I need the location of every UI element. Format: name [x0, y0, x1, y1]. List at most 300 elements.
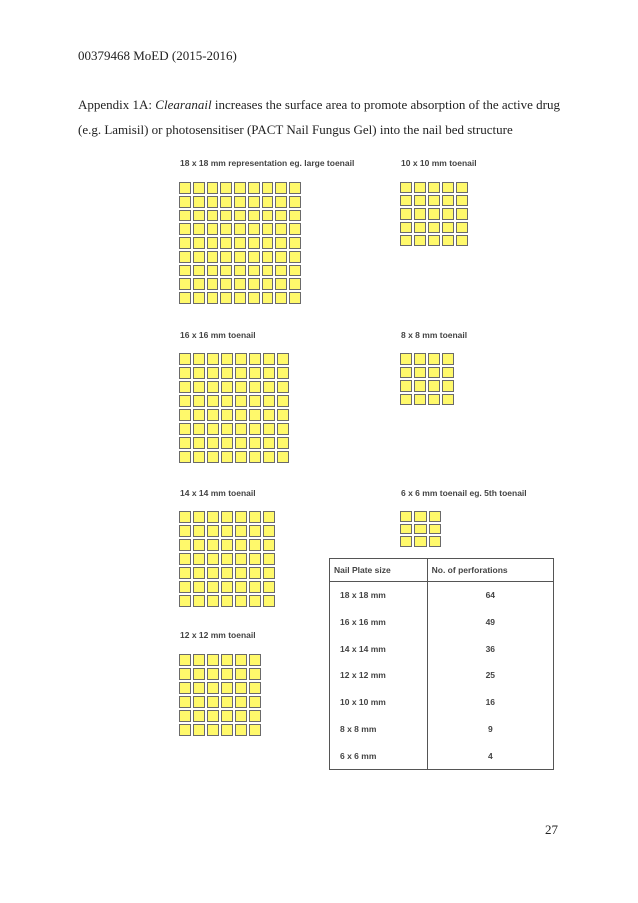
- grid-cell: [207, 381, 219, 393]
- grid-cell: [429, 511, 441, 522]
- grid-cell: [414, 208, 426, 219]
- grid-cell: [221, 654, 233, 666]
- grid-cell: [193, 292, 205, 304]
- cell-perforations: 36: [427, 635, 553, 662]
- grid-cell: [220, 237, 232, 249]
- cell-perforations: 16: [427, 689, 553, 716]
- grid-cell: [207, 395, 219, 407]
- grid-cell: [193, 710, 205, 722]
- grid-cell: [429, 524, 441, 535]
- grid-cell: [193, 251, 205, 263]
- grid-cell: [220, 292, 232, 304]
- grid-cell: [207, 451, 219, 463]
- grid-cell: [235, 696, 247, 708]
- grid-cell: [263, 581, 275, 593]
- table-header-row: [330, 559, 554, 582]
- table-row: [330, 742, 554, 769]
- grid-cell: [249, 724, 261, 736]
- grid-cell: [221, 511, 233, 523]
- grid-cell: [193, 696, 205, 708]
- grid-cell: [207, 278, 219, 290]
- cell-size: 14 x 14 mm: [330, 635, 428, 662]
- grid-cell: [221, 525, 233, 537]
- grid-cell: [207, 210, 219, 222]
- grid-cell: [289, 196, 301, 208]
- grid-cell: [193, 451, 205, 463]
- nail-grid-10x10: [398, 180, 470, 248]
- grid-cell: [221, 353, 233, 365]
- grid-cell: [235, 409, 247, 421]
- grid-cell: [248, 182, 260, 194]
- grid-cell: [414, 222, 426, 233]
- grid-cell: [221, 682, 233, 694]
- cell-size: 8 x 8 mm: [330, 716, 428, 743]
- grid-cell: [235, 581, 247, 593]
- grid-cell: [262, 251, 274, 263]
- grid-cell: [193, 567, 205, 579]
- grid-label-16x16: 16 x 16 mm toenail: [180, 330, 256, 340]
- grid-cell: [263, 595, 275, 607]
- grid-cell: [235, 423, 247, 435]
- grid-cell: [262, 223, 274, 235]
- grid-cell: [221, 381, 233, 393]
- grid-cell: [179, 668, 191, 680]
- grid-cell: [221, 367, 233, 379]
- grid-cell: [235, 395, 247, 407]
- grid-cell: [234, 223, 246, 235]
- grid-cell: [207, 237, 219, 249]
- grid-cell: [179, 511, 191, 523]
- grid-cell: [263, 567, 275, 579]
- grid-cell: [235, 539, 247, 551]
- grid-cell: [249, 353, 261, 365]
- grid-cell: [179, 409, 191, 421]
- table-row: [330, 582, 554, 609]
- grid-cell: [248, 292, 260, 304]
- cell-size: 6 x 6 mm: [330, 742, 428, 769]
- grid-cell: [249, 595, 261, 607]
- grid-cell: [414, 195, 426, 206]
- grid-cell: [400, 208, 412, 219]
- grid-cell: [414, 235, 426, 246]
- grid-cell: [263, 511, 275, 523]
- grid-cell: [207, 654, 219, 666]
- grid-cell: [277, 353, 289, 365]
- nail-grid-14x14: [177, 509, 277, 609]
- grid-cell: [400, 511, 412, 522]
- grid-cell: [179, 525, 191, 537]
- grid-cell: [179, 451, 191, 463]
- grid-cell: [428, 195, 440, 206]
- grid-cell: [193, 182, 205, 194]
- grid-cell: [220, 182, 232, 194]
- grid-cell: [263, 353, 275, 365]
- grid-cell: [277, 409, 289, 421]
- caption-lead: Appendix 1A:: [78, 97, 156, 112]
- grid-cell: [414, 367, 426, 379]
- grid-cell: [193, 409, 205, 421]
- grid-cell: [400, 380, 412, 392]
- grid-cell: [289, 292, 301, 304]
- grid-cell: [221, 409, 233, 421]
- grid-cell: [263, 409, 275, 421]
- grid-cell: [193, 682, 205, 694]
- grid-cell: [221, 423, 233, 435]
- cell-size: 10 x 10 mm: [330, 689, 428, 716]
- grid-cell: [263, 525, 275, 537]
- grid-cell: [428, 380, 440, 392]
- grid-cell: [221, 553, 233, 565]
- grid-cell: [193, 525, 205, 537]
- table-row: [330, 635, 554, 662]
- grid-cell: [249, 395, 261, 407]
- grid-cell: [442, 182, 454, 193]
- grid-cell: [207, 223, 219, 235]
- grid-cell: [207, 251, 219, 263]
- grid-cell: [248, 237, 260, 249]
- grid-cell: [207, 539, 219, 551]
- grid-cell: [275, 182, 287, 194]
- grid-cell: [221, 567, 233, 579]
- grid-cell: [414, 524, 426, 535]
- grid-cell: [207, 423, 219, 435]
- grid-cell: [207, 682, 219, 694]
- grid-cell: [263, 381, 275, 393]
- grid-cell: [289, 210, 301, 222]
- grid-cell: [249, 423, 261, 435]
- grid-cell: [234, 210, 246, 222]
- grid-cell: [249, 451, 261, 463]
- grid-cell: [428, 182, 440, 193]
- grid-cell: [179, 381, 191, 393]
- grid-cell: [234, 196, 246, 208]
- grid-cell: [179, 251, 191, 263]
- grid-cell: [275, 223, 287, 235]
- perforations-table: [329, 558, 554, 770]
- grid-cell: [193, 724, 205, 736]
- grid-cell: [221, 668, 233, 680]
- grid-cell: [235, 553, 247, 565]
- grid-cell: [400, 394, 412, 406]
- grid-cell: [235, 381, 247, 393]
- page-number: 27: [545, 822, 558, 837]
- grid-cell: [400, 353, 412, 365]
- grid-cell: [221, 696, 233, 708]
- grid-cell: [414, 353, 426, 365]
- grid-cell: [179, 539, 191, 551]
- grid-cell: [277, 395, 289, 407]
- grid-cell: [179, 437, 191, 449]
- grid-cell: [220, 196, 232, 208]
- grid-cell: [262, 292, 274, 304]
- grid-cell: [428, 222, 440, 233]
- grid-cell: [234, 278, 246, 290]
- grid-cell: [456, 182, 468, 193]
- grid-cell: [179, 553, 191, 565]
- grid-cell: [179, 595, 191, 607]
- grid-cell: [235, 595, 247, 607]
- grid-cell: [277, 451, 289, 463]
- grid-cell: [414, 380, 426, 392]
- grid-cell: [249, 710, 261, 722]
- grid-cell: [207, 595, 219, 607]
- figure-caption: [78, 92, 578, 142]
- grid-cell: [262, 196, 274, 208]
- nail-grid-8x8: [398, 351, 456, 407]
- grid-cell: [179, 710, 191, 722]
- grid-cell: [235, 353, 247, 365]
- grid-cell: [179, 654, 191, 666]
- grid-cell: [248, 251, 260, 263]
- nail-grid-6x6: [398, 509, 443, 549]
- grid-cell: [235, 525, 247, 537]
- grid-cell: [193, 595, 205, 607]
- grid-cell: [234, 265, 246, 277]
- grid-cell: [179, 278, 191, 290]
- grid-cell: [275, 265, 287, 277]
- grid-cell: [179, 196, 191, 208]
- grid-cell: [220, 223, 232, 235]
- grid-cell: [179, 292, 191, 304]
- grid-cell: [207, 182, 219, 194]
- grid-cell: [193, 668, 205, 680]
- grid-cell: [235, 682, 247, 694]
- grid-cell: [193, 265, 205, 277]
- grid-cell: [456, 208, 468, 219]
- grid-cell: [262, 278, 274, 290]
- grid-cell: [248, 196, 260, 208]
- grid-cell: [262, 237, 274, 249]
- grid-cell: [207, 353, 219, 365]
- grid-cell: [263, 451, 275, 463]
- nail-grid-12x12: [177, 652, 263, 738]
- grid-cell: [193, 367, 205, 379]
- caption-product-name: Clearanail: [155, 97, 212, 112]
- grid-cell: [289, 265, 301, 277]
- grid-cell: [456, 195, 468, 206]
- grid-cell: [248, 265, 260, 277]
- cell-size: 12 x 12 mm: [330, 662, 428, 689]
- cell-size: 16 x 16 mm: [330, 609, 428, 636]
- grid-cell: [179, 367, 191, 379]
- grid-cell: [235, 451, 247, 463]
- grid-cell: [262, 210, 274, 222]
- grid-label-10x10: 10 x 10 mm toenail: [401, 158, 477, 168]
- grid-label-18x18: 18 x 18 mm representation eg. large toenail: [180, 158, 355, 168]
- grid-cell: [221, 437, 233, 449]
- grid-cell: [221, 395, 233, 407]
- grid-cell: [179, 423, 191, 435]
- grid-cell: [428, 394, 440, 406]
- grid-cell: [207, 292, 219, 304]
- grid-cell: [275, 278, 287, 290]
- grid-cell: [249, 668, 261, 680]
- grid-cell: [193, 237, 205, 249]
- cell-perforations: 9: [427, 716, 553, 743]
- grid-cell: [220, 210, 232, 222]
- grid-cell: [263, 395, 275, 407]
- grid-cell: [277, 423, 289, 435]
- grid-cell: [234, 182, 246, 194]
- grid-cell: [179, 567, 191, 579]
- grid-cell: [179, 223, 191, 235]
- grid-cell: [235, 567, 247, 579]
- grid-cell: [442, 380, 454, 392]
- grid-cell: [277, 381, 289, 393]
- grid-cell: [221, 595, 233, 607]
- grid-cell: [234, 237, 246, 249]
- grid-cell: [235, 511, 247, 523]
- col-header-size: Nail Plate size: [330, 559, 428, 582]
- grid-cell: [179, 353, 191, 365]
- grid-cell: [207, 668, 219, 680]
- cell-perforations: 64: [427, 582, 553, 609]
- grid-cell: [263, 367, 275, 379]
- grid-cell: [249, 553, 261, 565]
- grid-cell: [193, 278, 205, 290]
- grid-cell: [277, 437, 289, 449]
- grid-cell: [179, 395, 191, 407]
- grid-cell: [207, 265, 219, 277]
- cell-size: 18 x 18 mm: [330, 582, 428, 609]
- grid-cell: [207, 567, 219, 579]
- grid-cell: [193, 395, 205, 407]
- grid-cell: [193, 654, 205, 666]
- cell-perforations: 4: [427, 742, 553, 769]
- grid-cell: [263, 539, 275, 551]
- grid-cell: [220, 251, 232, 263]
- table-row: [330, 689, 554, 716]
- grid-cell: [428, 235, 440, 246]
- grid-cell: [400, 524, 412, 535]
- grid-cell: [414, 536, 426, 547]
- grid-cell: [221, 581, 233, 593]
- grid-cell: [456, 235, 468, 246]
- grid-cell: [193, 223, 205, 235]
- grid-cell: [400, 195, 412, 206]
- grid-cell: [249, 696, 261, 708]
- grid-cell: [179, 724, 191, 736]
- grid-cell: [235, 724, 247, 736]
- grid-cell: [414, 511, 426, 522]
- grid-cell: [442, 208, 454, 219]
- grid-cell: [400, 536, 412, 547]
- grid-cell: [248, 223, 260, 235]
- nail-grid-16x16: [177, 351, 291, 465]
- grid-cell: [248, 278, 260, 290]
- grid-cell: [442, 222, 454, 233]
- grid-cell: [179, 237, 191, 249]
- grid-label-6x6: 6 x 6 mm toenail eg. 5th toenail: [401, 488, 527, 498]
- grid-cell: [234, 251, 246, 263]
- grid-cell: [207, 196, 219, 208]
- col-header-perforations: No. of perforations: [427, 559, 553, 582]
- grid-cell: [277, 367, 289, 379]
- grid-cell: [442, 195, 454, 206]
- grid-cell: [207, 367, 219, 379]
- grid-cell: [429, 536, 441, 547]
- grid-cell: [179, 182, 191, 194]
- grid-cell: [263, 437, 275, 449]
- grid-cell: [249, 409, 261, 421]
- grid-cell: [207, 437, 219, 449]
- grid-label-8x8: 8 x 8 mm toenail: [401, 330, 468, 340]
- grid-cell: [207, 553, 219, 565]
- grid-cell: [249, 367, 261, 379]
- grid-cell: [442, 394, 454, 406]
- grid-cell: [193, 553, 205, 565]
- grid-cell: [442, 353, 454, 365]
- grid-cell: [235, 367, 247, 379]
- caption-rest: increases the surface area to promote absorption of the active drug (e.g. Lamisil) or photosensitiser (PACT Nail Fungus Gel) into the nail bed structure: [78, 97, 560, 137]
- grid-cell: [179, 581, 191, 593]
- grid-cell: [249, 682, 261, 694]
- grid-cell: [221, 724, 233, 736]
- grid-cell: [414, 394, 426, 406]
- grid-cell: [275, 210, 287, 222]
- grid-cell: [248, 210, 260, 222]
- grid-cell: [193, 381, 205, 393]
- grid-cell: [263, 553, 275, 565]
- grid-cell: [234, 292, 246, 304]
- grid-cell: [179, 682, 191, 694]
- grid-cell: [275, 292, 287, 304]
- table-row: [330, 662, 554, 689]
- grid-cell: [428, 353, 440, 365]
- grid-cell: [249, 511, 261, 523]
- grid-cell: [207, 581, 219, 593]
- grid-cell: [428, 367, 440, 379]
- grid-cell: [275, 251, 287, 263]
- grid-cell: [207, 724, 219, 736]
- grid-cell: [442, 367, 454, 379]
- grid-cell: [289, 251, 301, 263]
- grid-cell: [221, 451, 233, 463]
- grid-cell: [179, 696, 191, 708]
- grid-cell: [249, 539, 261, 551]
- grid-cell: [414, 182, 426, 193]
- grid-cell: [193, 511, 205, 523]
- grid-cell: [235, 710, 247, 722]
- grid-cell: [456, 222, 468, 233]
- grid-cell: [249, 654, 261, 666]
- grid-cell: [221, 539, 233, 551]
- grid-cell: [235, 654, 247, 666]
- grid-cell: [193, 210, 205, 222]
- grid-cell: [275, 237, 287, 249]
- grid-cell: [193, 437, 205, 449]
- grid-cell: [442, 235, 454, 246]
- grid-cell: [193, 539, 205, 551]
- grid-label-14x14: 14 x 14 mm toenail: [180, 488, 256, 498]
- running-header: 00379468 MoED (2015-2016): [78, 48, 237, 63]
- cell-perforations: 25: [427, 662, 553, 689]
- cell-perforations: 49: [427, 609, 553, 636]
- grid-label-12x12: 12 x 12 mm toenail: [180, 630, 256, 640]
- grid-cell: [289, 223, 301, 235]
- grid-cell: [289, 237, 301, 249]
- grid-cell: [275, 196, 287, 208]
- grid-cell: [207, 525, 219, 537]
- grid-cell: [263, 423, 275, 435]
- grid-cell: [400, 235, 412, 246]
- grid-cell: [179, 210, 191, 222]
- grid-cell: [235, 668, 247, 680]
- grid-cell: [207, 511, 219, 523]
- grid-cell: [235, 437, 247, 449]
- grid-cell: [249, 567, 261, 579]
- table-row: [330, 716, 554, 743]
